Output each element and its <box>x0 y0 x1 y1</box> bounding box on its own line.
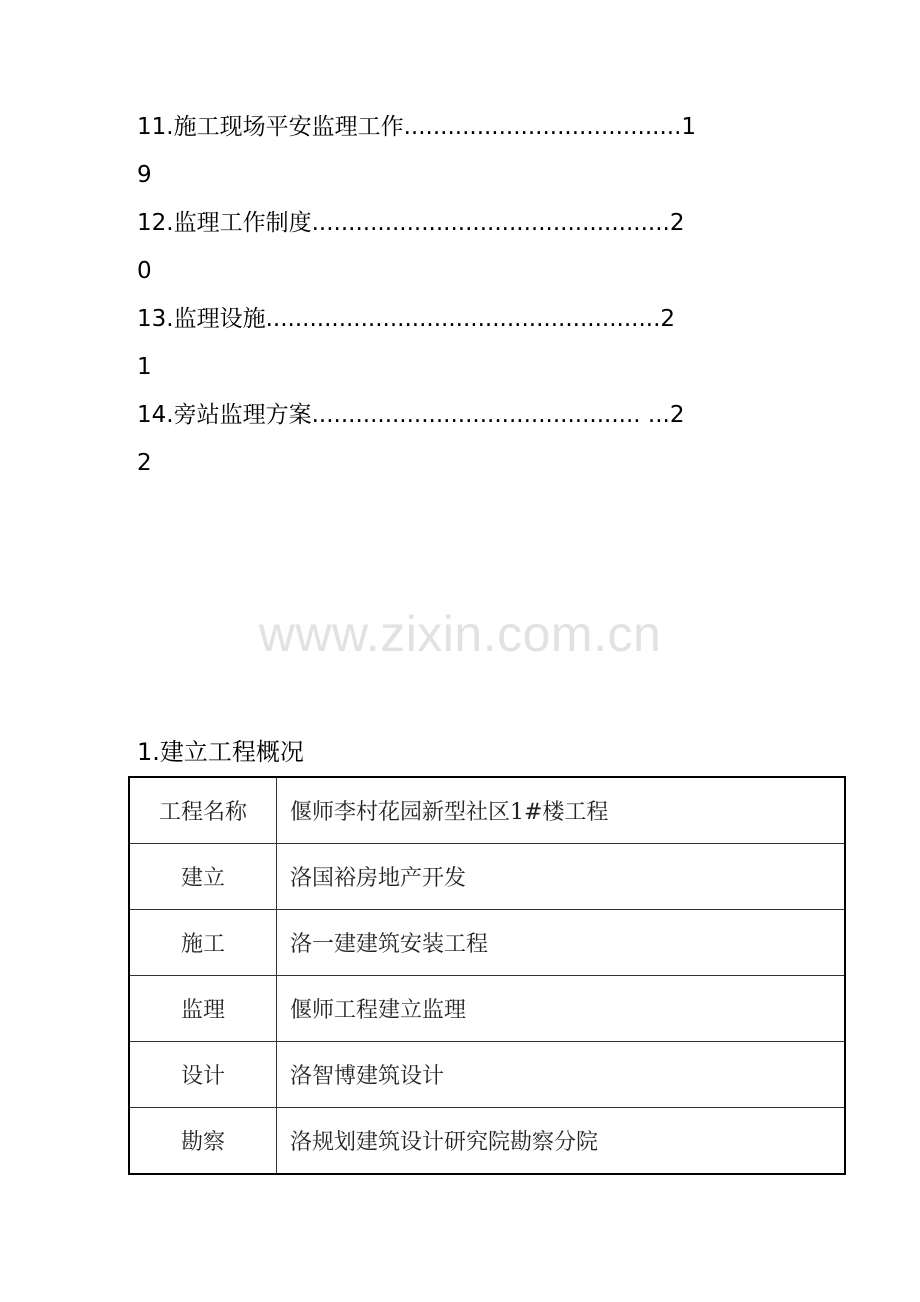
row-label: 建立 <box>129 844 277 910</box>
table-row <box>129 1108 845 1175</box>
row-value: 洛规划建筑设计研究院勘察分院 <box>277 1108 846 1175</box>
table-row <box>129 777 845 844</box>
table-row <box>129 1042 845 1108</box>
row-label: 施工 <box>129 910 277 976</box>
table-row <box>129 844 845 910</box>
toc-entry-11-page: 9 <box>137 162 152 188</box>
toc-entry-13-page: 1 <box>137 354 152 380</box>
row-value: 洛一建建筑安装工程 <box>277 910 846 976</box>
row-label: 勘察 <box>129 1108 277 1175</box>
row-label: 设计 <box>129 1042 277 1108</box>
toc-entry-11: 11.施工现场平安监理工作......................................1 <box>137 114 697 140</box>
section-title: 1.建立工程概况 <box>137 738 304 766</box>
table-row <box>129 976 845 1042</box>
toc-entry-12: 12.监理工作制度.................................................2 <box>137 210 685 236</box>
project-overview-table <box>128 776 846 1175</box>
toc-entry-12-page: 0 <box>137 258 152 284</box>
watermark: www.zixin.com.cn <box>258 606 662 662</box>
row-label: 监理 <box>129 976 277 1042</box>
toc-entry-13: 13.监理设施......................................................2 <box>137 306 676 332</box>
row-label: 工程名称 <box>129 777 277 844</box>
row-value: 洛智博建筑设计 <box>277 1042 846 1108</box>
row-value: 偃师李村花园新型社区1#楼工程 <box>277 777 846 844</box>
row-value: 洛国裕房地产开发 <box>277 844 846 910</box>
table-row <box>129 910 845 976</box>
row-value: 偃师工程建立监理 <box>277 976 846 1042</box>
toc-entry-14-page: 2 <box>137 450 152 476</box>
toc-entry-14: 14.旁站监理方案............................................. ...2 <box>137 402 685 428</box>
